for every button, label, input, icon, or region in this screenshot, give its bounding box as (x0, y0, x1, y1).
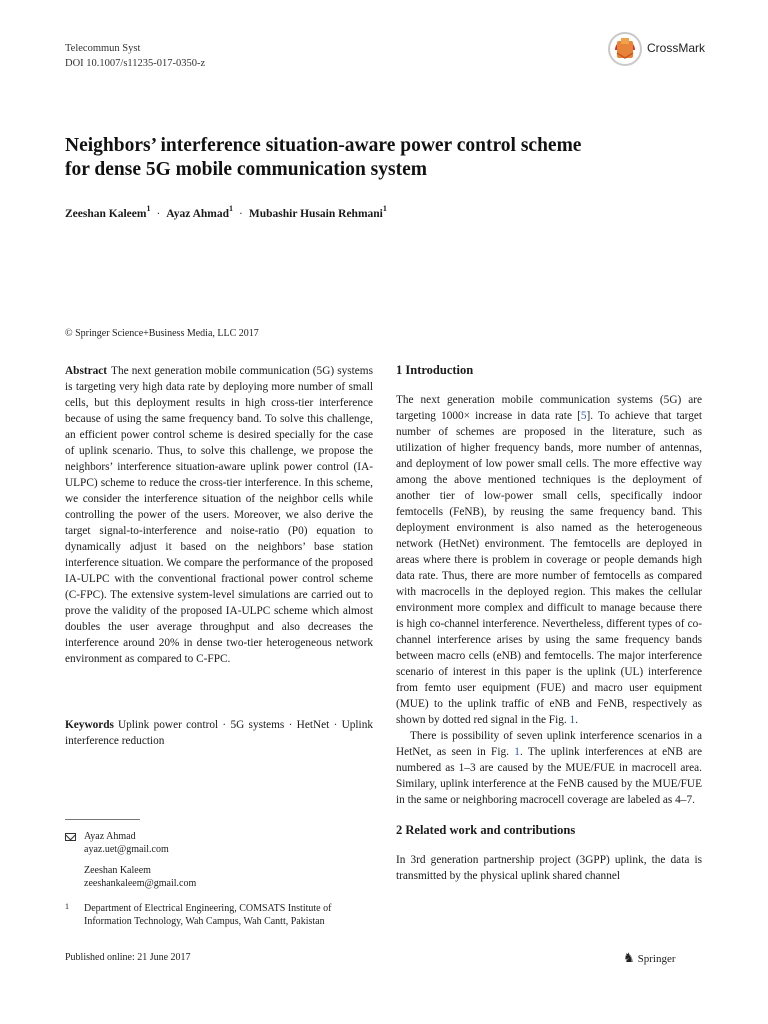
corresponding-author (65, 830, 169, 856)
published-date: Published online: 21 June 2017 (65, 952, 191, 963)
doi[interactable]: DOI 10.1007/s11235-017-0350-z (65, 58, 206, 69)
paragraph-text: . The uplink interferences at eNB are numbered as 1–3 are caused by the MUE/FUE in macrocell area. Similary, uplink interference at the FeNB caused by the MUE/FUE in the same or neighboring macrocell coverage are labeled as 4–7. (396, 746, 702, 806)
author-affiliation-mark: 1 (146, 204, 151, 213)
paragraph-text: ]. To achieve that target number of schemes are proposed in the literature, such as utilization of higher frequency bands, more number of antennas, and deployment of low power small cells. The more effective way among the above mentioned techniques is the deployment of another tier of low-power small cells, specifically indoor femtocells (FeNB), by reusing the same frequency band. This deployment environment is also named as the heterogeneous network (HetNet) environment. The femtocells are deployed in areas where there is problem in coverage or people demands high data rate. Thus, there are more number of femtocells as compared with macrocells in the deployed region. This makes the cellular environment more complex and difficult to manage because there is high co-channel interference. Nevertheless, different types of co-channel interference arises by using the same frequency bands between macro cells (eNB) and femtocells. The major interference scenario of interest in this paper is the uplink (UL) interference from femto user equipment (FUE) and macro user equipment (MUE) to the uplink traffic of eNB and FeNB, respectively as shown by dotted red signal in the Fig. (396, 410, 703, 726)
crossmark-badge[interactable] (607, 31, 747, 67)
footnote-rule (65, 819, 140, 820)
author-name[interactable]: Mubashir Husain Rehmani (248, 207, 383, 220)
affiliation (65, 902, 365, 928)
paragraph-text: There is possibility of seven uplink interference scenarios in a HetNet, as seen in Fig. (396, 730, 702, 758)
title-line: for dense 5G mobile communication system (65, 159, 427, 180)
copyright-notice: © Springer Science+Business Media, LLC 2017 (65, 328, 259, 339)
figure-link[interactable]: 1 (514, 746, 520, 758)
paragraph (396, 728, 702, 808)
paragraph (396, 392, 702, 728)
springer-horse-icon: ♞ (623, 950, 635, 965)
abstract (65, 363, 373, 667)
body-column (396, 362, 702, 884)
paragraph-text: The next generation mobile communication systems (5G) are targeting 1000× increase in data rate [ (396, 394, 702, 422)
author-name[interactable]: Ayaz Ahmad (166, 207, 230, 220)
author-separator: · (156, 207, 161, 220)
abstract-label: Abstract (65, 365, 108, 377)
correspondent-email[interactable]: zeeshankaleem@gmail.com (84, 878, 197, 889)
envelope-icon (65, 833, 76, 841)
correspondent-name: Zeeshan Kaleem (84, 865, 151, 876)
section-heading: 1 Introduction (396, 363, 474, 377)
coauthor-contact (65, 864, 196, 890)
paragraph-text: . (575, 714, 579, 726)
keywords (65, 717, 373, 749)
author-name[interactable]: Zeeshan Kaleem (65, 207, 147, 220)
abstract-text: The next generation mobile communication (5G) systems is targeting very high data rate by deploying more number of small cells, but this deployment results in high cross-tier interference because of using the same frequency band. To solve this challenge, an efficient power control scheme is desired specially for the case of uplink scenario. Thus, to solve this challenge, we propose the neighbors’ interference situation-aware uplink power control (IA-ULPC) scheme to reduce the cross-tier interference. In this scheme, we consider the interference situation of the neighbor cells while controlling the power of the users. Moreover, we also derive the target signal-to-interference and noise-ratio (P0) equation to dynamically adjust it based on the neighbors’ base station interference situation. We compare the performance of the proposed IA-ULPC with the conventional fractional power control scheme (C-FPC). The extensive system-level simulations are carried out to prove the validity of the proposed IA-ULPC scheme which almost doubles the user average throughput and also decreases the interference around 20% in dense two-tier heterogeneous network environment as compared to C-FPC. (65, 365, 373, 665)
paragraph: In 3rd generation partnership project (3GPP) uplink, the data is transmitted by the physical uplink shared channel (396, 854, 702, 882)
author-separator: · (239, 207, 243, 220)
affiliation-text: Department of Electrical Engineering, COMSATS Institute of Information Technology, Wah Campus, Wah Cantt, Pakistan (84, 903, 332, 927)
correspondent-email[interactable]: ayaz.uet@gmail.com (84, 844, 169, 855)
journal-name: Telecommun Syst (65, 43, 141, 54)
crossmark-label: CrossMark (647, 41, 706, 55)
author-affiliation-mark: 1 (382, 204, 387, 213)
crossmark-icon (607, 31, 643, 67)
section-heading: 2 Related work and contributions (396, 823, 576, 837)
publisher-name: Springer (637, 953, 676, 965)
author-affiliation-mark: 1 (229, 204, 234, 213)
keywords-text: Uplink power control · 5G systems · HetNet · Uplink interference reduction (65, 719, 373, 747)
figure-link[interactable]: 1 (569, 714, 576, 726)
title-line: Neighbors’ interference situation-aware power control scheme (65, 135, 582, 156)
paper-title (65, 134, 685, 182)
keywords-label: Keywords (65, 719, 114, 731)
author-list (65, 205, 387, 220)
publisher-logo (623, 950, 676, 966)
affiliation-number: 1 (65, 902, 69, 911)
correspondent-name: Ayaz Ahmad (84, 831, 136, 842)
citation-link[interactable]: 5 (580, 410, 587, 422)
